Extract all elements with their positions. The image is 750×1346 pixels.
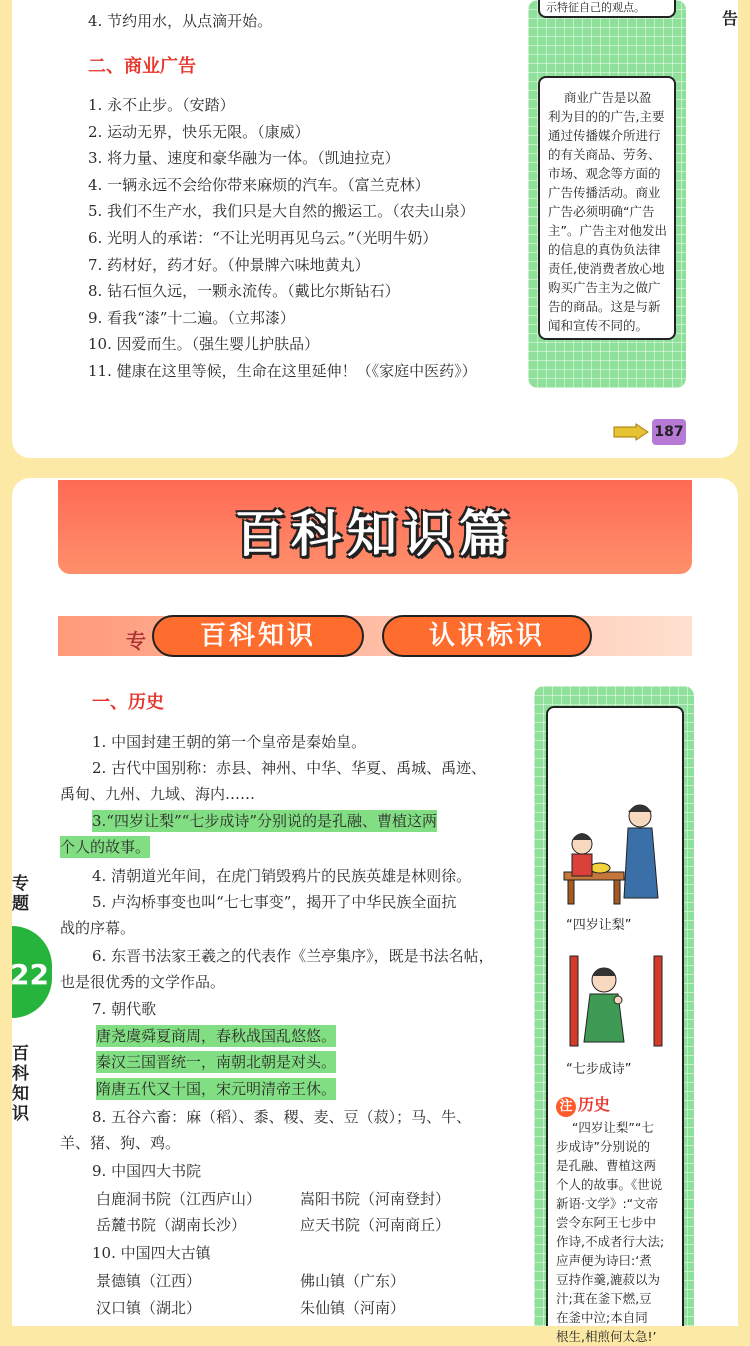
page-number: 187 [652,419,686,445]
ad-item: 10. 因爱而生。（强生婴儿护肤品） [88,335,320,354]
side-label-category: 百 科 知 识 [12,1044,29,1124]
history-line [92,810,437,831]
note-card-fragment [538,0,676,18]
history-line-text: 也是很优秀的文学作品。 [60,973,226,991]
chapter-banner [58,480,692,574]
history-line-text: 8. 五谷六畜：麻（稻）、黍、稷、麦、豆（菽）；马、牛、 [92,1108,472,1126]
history-line [96,1025,336,1046]
history-line [92,891,456,912]
history-line-text: 唐尧虞舜夏商周，春秋战国乱悠悠。 [96,1027,337,1045]
history-line-text: 羊、猪、狗、鸡。 [60,1134,181,1152]
academy-item: 白鹿洞书院（江西庐山） [96,1190,262,1208]
kong-rong-illustration [560,798,672,910]
history-line-text: 4. 清朝道光年间，在虎门销毁鸦片的民族英雄是林则徐。 [92,867,472,885]
illustration-caption-2: “七步成诗” [566,1062,632,1077]
history-line [92,865,471,886]
history-line-text: 个人的故事。 [60,838,151,856]
town-item: 佛山镇（广东） [300,1272,406,1290]
academy-item: 嵩阳书院（河南登封） [300,1190,451,1208]
note-fragment-text: 示特征自己的观点。 [546,1,645,14]
note-card-commercial-ad [538,76,676,340]
topic-pill-encyclopedia: 百科知识 [152,615,364,657]
history-line [92,731,366,752]
history-line [96,1078,336,1099]
strip-tag: 专 [126,629,146,653]
ad-item: 4. 一辆永远不会给你带来麻烦的汽车。（富兰克林） [88,175,430,194]
history-line-text: 禹甸、九州、九域、海内…… [60,785,256,803]
history-line-text: 秦汉三国晋统一，南朝北朝是对头。 [96,1053,337,1071]
towns-title: 10. 中国四大古镇 [92,1244,211,1262]
ad-item: 7. 药材好，药才好。（仲景牌六味地黄丸） [88,255,370,274]
topic-pill-signs: 认识标识 [382,615,592,657]
history-line-text: 5. 卢沟桥事变也叫“七七事变”，揭开了中华民族全面抗 [92,893,457,911]
history-line-text: 2. 古代中国别称：赤县、神州、中华、华夏、禹城、禹迹、 [92,759,487,777]
history-line-text: 战的序幕。 [60,919,136,937]
ad-item: 2. 运动无界，快乐无限。（康威） [88,122,310,141]
history-line-text: 3.“四岁让梨”“七步成诗”分别说的是孔融、曹植这两 [92,812,437,830]
history-line-text: 1. 中国封建王朝的第一个皇帝是秦始皇。 [92,733,367,751]
history-line [92,998,156,1019]
side-number: 22 [10,958,49,991]
section-title-commercial-ads: 二、商业广告 [88,56,196,77]
side-tab-label: 告 [721,9,738,28]
illustration-caption-1: “四岁让梨” [566,918,632,933]
chapter-title: 百科知识篇 [235,505,515,563]
arrow-icon [614,424,648,440]
history-line-text: 7. 朝代歌 [92,1000,157,1018]
ad-item: 9. 看我“漆”十二遍。（立邦漆） [88,308,295,327]
history-line [92,945,494,966]
ad-item: 5. 我们不生产水，我们只是大自然的搬运工。（农夫山泉） [88,202,475,221]
history-line-text: 隋唐五代又十国，宋元明清帝王休。 [96,1080,337,1098]
ad-item: 3. 将力量、速度和豪华融为一体。（凯迪拉克） [88,149,400,168]
history-line-text: 9. 中国四大书院 [92,1162,202,1180]
history-line [60,836,150,857]
cao-zhi-illustration [560,950,672,1050]
history-line [60,783,255,804]
academy-item: 应天书院（河南商丘） [300,1216,451,1234]
ad-item: 11. 健康在这里等候，生命在这里延伸！（《家庭中医药》） [88,362,477,380]
town-item: 汉口镇（湖北） [96,1299,202,1317]
side-label-topic: 专 题 [12,874,29,914]
town-item: 景德镇（江西） [96,1272,202,1290]
history-line [92,1160,201,1181]
note-text: 商业广告是以盈 利为目的的广告,主要 通过传播媒介所进行 的有关商品、劳务、 市场、观念等方面的 广告传播活动。商业 广告必须明确“广告 主”。广告主对他发出 的信息的真伪负法律 责任,使消费者放心地 购买广告主为之做广 告的商品。这是与新 闻和宣传不同的。 [548,90,667,333]
history-line [60,1132,180,1153]
note-title: 历史 [578,1095,611,1114]
history-line [92,1106,471,1127]
history-line [96,1051,336,1072]
academy-item: 岳麓书院（湖南长沙） [96,1216,247,1234]
section-title-history: 一、历史 [92,692,164,713]
note-text-history: “四岁让梨”“七 步成诗”分别说的 是孔融、曹植这两 个人的故事。《世说 新语·文学》:“文帝 尝令东阿王七步中 作诗,不成者行大法; 应声便为诗曰:‘煮 豆持作羹,漉菽以为 汁;萁在釜下燃,豆 在釜中泣;本自同 根生,相煎何太急!’ [556,1120,665,1344]
ad-item: 8. 钻石恒久远，一颗永流传。（戴比尔斯钻石） [88,282,400,301]
ad-item: 6. 光明人的承诺：“不让光明再见乌云。”（光明牛奶） [88,229,438,247]
history-line [60,971,225,992]
history-line [92,757,486,778]
town-item: 朱仙镇（河南） [300,1299,406,1317]
history-line-text: 6. 东晋书法家王羲之的代表作《兰亭集序》，既是书法名帖， [92,947,494,965]
ad-item: 1. 永不止步。（安踏） [88,96,235,114]
note-icon: 注 [556,1097,576,1117]
note-heading [556,1092,610,1117]
text-line: 4. 节约用水，从点滴开始。 [88,12,273,30]
history-line [60,917,135,938]
